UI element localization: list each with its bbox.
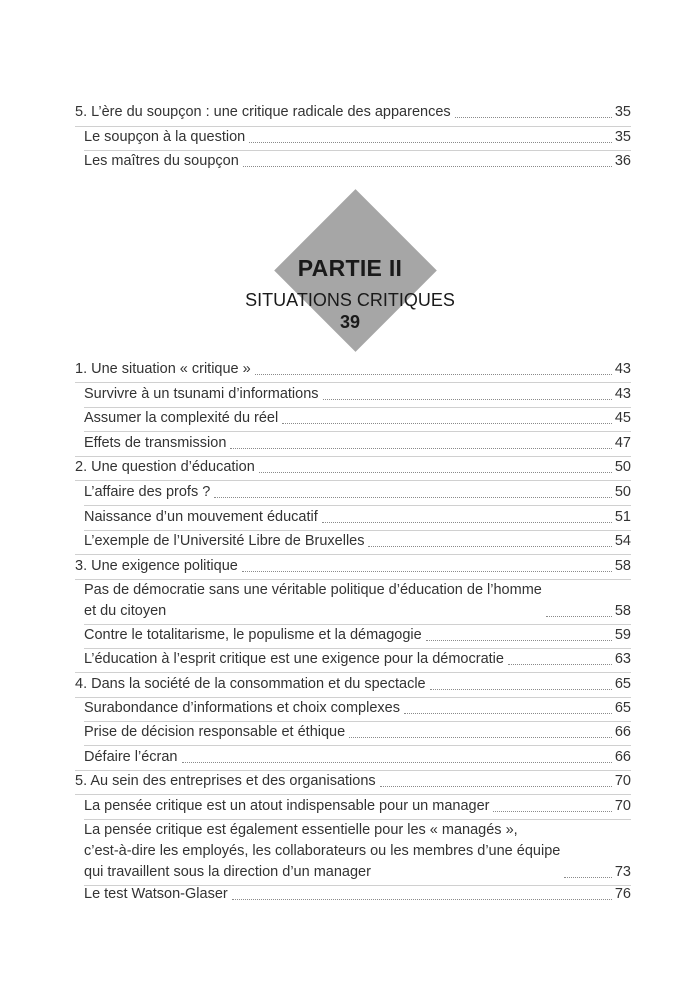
toc-entry-label: L’exemple de l’Université Libre de Bruxelles	[84, 533, 365, 549]
toc-entry-label: L’affaire des profs ?	[84, 484, 211, 500]
toc-page-number: 43	[614, 361, 631, 377]
toc-entry-label: L’éducation à l’esprit critique est une exigence pour la démocratie	[84, 651, 504, 667]
toc-section[interactable]	[84, 722, 631, 743]
toc-page-number: 63	[614, 651, 631, 667]
toc-page-number: 65	[614, 700, 631, 716]
toc-page-number: 51	[614, 509, 631, 525]
toc-page-number: 58	[614, 558, 631, 574]
part-subtitle: SITUATIONS CRITIQUES	[245, 290, 455, 310]
separator	[75, 672, 631, 673]
toc-entry-label: 5. L’ère du soupçon : une critique radicale des apparences	[75, 104, 451, 120]
toc-entry-label: 4. Dans la société de la consommation et du spectacle	[75, 676, 426, 692]
dot-leader	[380, 786, 612, 787]
toc-section[interactable]	[84, 151, 631, 172]
toc-section[interactable]	[84, 408, 631, 429]
toc-section[interactable]	[84, 433, 631, 454]
toc-chapter[interactable]	[75, 102, 631, 123]
toc-page-number: 54	[614, 533, 631, 549]
toc-entry-label: 2. Une question d’éducation	[75, 459, 255, 475]
separator	[75, 554, 631, 555]
dot-leader	[426, 640, 612, 641]
toc-chapter[interactable]	[75, 457, 631, 478]
separator	[75, 480, 631, 481]
toc-page-number: 58	[614, 603, 631, 619]
dot-leader	[323, 399, 612, 400]
toc-page-number: 35	[614, 129, 631, 145]
toc-chapter[interactable]	[75, 771, 631, 792]
toc-section[interactable]	[84, 649, 631, 670]
toc-entry-label: Naissance d’un mouvement éducatif	[84, 509, 318, 525]
dot-leader	[564, 877, 612, 878]
separator	[75, 382, 631, 383]
dot-leader	[508, 664, 612, 665]
dot-leader	[493, 811, 611, 812]
toc-entry-label: La pensée critique est un atout indispensable pour un manager	[84, 798, 490, 814]
toc-entry-label: Contre le totalitarisme, le populisme et la démagogie	[84, 627, 422, 643]
toc-entry-label: Pas de démocratie sans une véritable politique d’éducation de l’homme et du citoyen	[84, 582, 542, 619]
toc-entry-label: 5. Au sein des entreprises et des organisations	[75, 773, 376, 789]
toc-section[interactable]	[84, 127, 631, 148]
toc-chapter[interactable]	[75, 674, 631, 695]
dot-leader	[430, 689, 612, 690]
toc-entry-label: Surabondance d’informations et choix complexes	[84, 700, 400, 716]
toc-entry-label: Les maîtres du soupçon	[84, 153, 239, 169]
toc-page-number: 70	[614, 773, 631, 789]
toc-page-number: 66	[614, 724, 631, 740]
dot-leader	[230, 448, 611, 449]
toc-section[interactable]	[84, 884, 631, 905]
toc-page-number: 65	[614, 676, 631, 692]
dot-leader	[368, 546, 611, 547]
toc-page-number: 66	[614, 749, 631, 765]
dot-leader	[259, 472, 612, 473]
toc-entry-label: Défaire l’écran	[84, 749, 178, 765]
toc-page-number: 47	[614, 435, 631, 451]
dot-leader	[242, 571, 612, 572]
toc-section[interactable]	[84, 580, 631, 622]
dot-leader	[232, 899, 612, 900]
toc-entry-label: Effets de transmission	[84, 435, 227, 451]
toc-entry-label: Le soupçon à la question	[84, 129, 246, 145]
dot-leader	[282, 423, 612, 424]
toc-page-number: 50	[614, 459, 631, 475]
toc-section[interactable]	[84, 820, 631, 883]
toc-entry-label: Le test Watson-Glaser	[84, 886, 228, 902]
dot-leader	[455, 117, 612, 118]
toc-section[interactable]	[84, 747, 631, 768]
toc-entry-label: Assumer la complexité du réel	[84, 410, 279, 426]
toc-chapter[interactable]	[75, 359, 631, 380]
toc-entry-label: Survivre à un tsunami d’informations	[84, 386, 319, 402]
dot-leader	[546, 616, 612, 617]
toc-page-number: 70	[614, 798, 631, 814]
part-title: PARTIE II	[297, 255, 403, 281]
toc-section[interactable]	[84, 698, 631, 719]
dot-leader	[249, 142, 612, 143]
toc-entry-label: 3. Une exigence politique	[75, 558, 238, 574]
dot-leader	[322, 522, 612, 523]
toc-page-number: 45	[614, 410, 631, 426]
toc-page-number: 50	[614, 484, 631, 500]
separator	[75, 794, 631, 795]
toc-section[interactable]	[84, 507, 631, 528]
toc-entry-label: Prise de décision responsable et éthique	[84, 724, 346, 740]
separator	[84, 431, 631, 432]
dot-leader	[243, 166, 612, 167]
separator	[84, 505, 631, 506]
toc-page-number: 73	[614, 864, 631, 880]
toc-page-number: 76	[614, 886, 631, 902]
toc-section[interactable]	[84, 796, 631, 817]
toc-entry-label: 1. Une situation « critique »	[75, 361, 251, 377]
toc-chapter[interactable]	[75, 556, 631, 577]
toc-page-number: 36	[614, 153, 631, 169]
dot-leader	[214, 497, 612, 498]
dot-leader	[255, 374, 612, 375]
toc-section[interactable]	[84, 531, 631, 552]
toc-section[interactable]	[84, 482, 631, 503]
toc-section[interactable]	[84, 625, 631, 646]
toc-section[interactable]	[84, 384, 631, 405]
toc-page-number: 59	[614, 627, 631, 643]
dot-leader	[349, 737, 612, 738]
toc-page-number: 35	[614, 104, 631, 120]
part-page-number: 39	[339, 312, 361, 332]
dot-leader	[404, 713, 612, 714]
dot-leader	[182, 762, 612, 763]
separator	[84, 745, 631, 746]
toc-entry-label: La pensée critique est également essentielle pour les « managés », c’est-à-dire les employés, les collaborateurs ou les membres d’une équipe qui travaillent sous la direction d’un manager	[84, 822, 561, 880]
toc-page-number: 43	[614, 386, 631, 402]
